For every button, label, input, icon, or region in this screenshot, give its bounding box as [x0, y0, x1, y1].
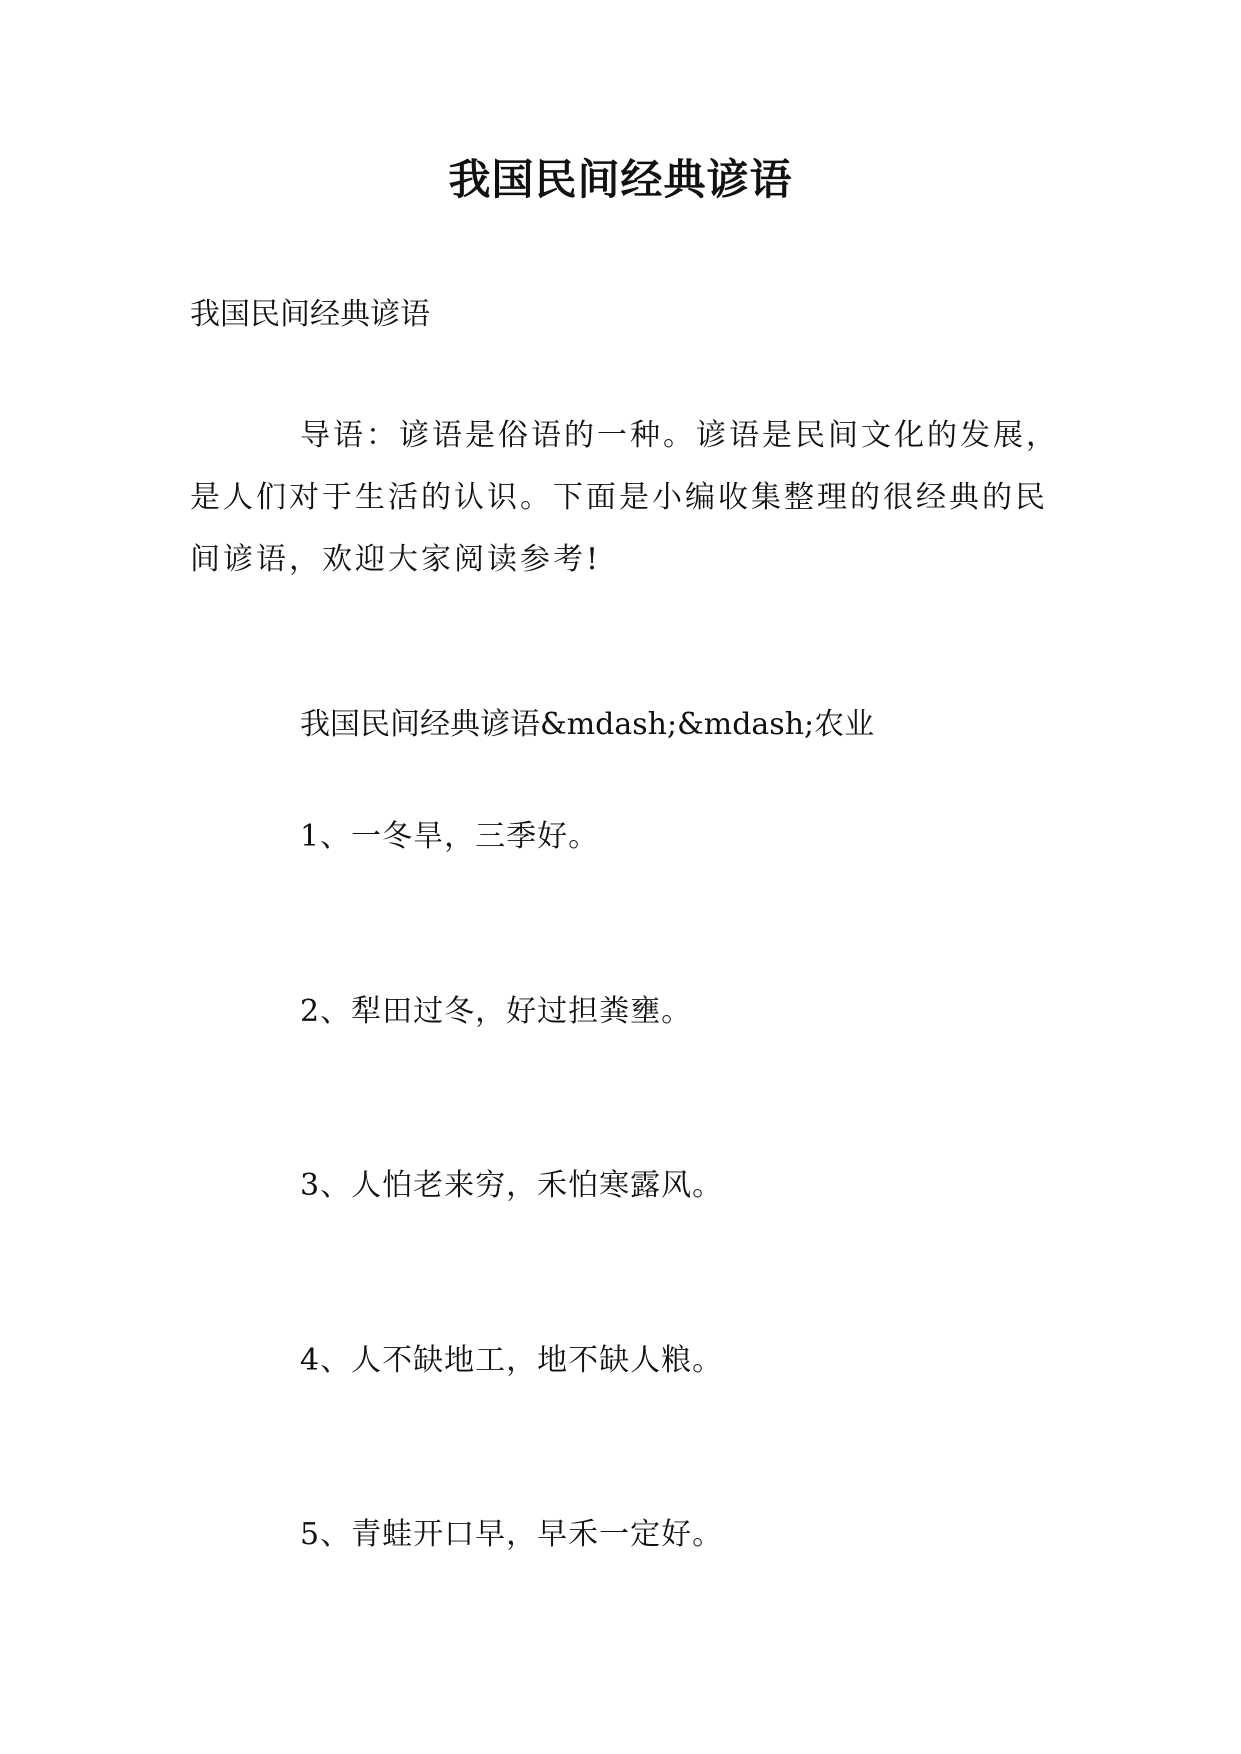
document-subtitle: 我国民间经典谚语: [190, 297, 430, 332]
proverb-item: 4、人不缺地工，地不缺人粮。: [300, 1343, 724, 1378]
intro-paragraph: 导语：谚语是俗语的一种。谚语是民间文化的发展，是人们对于生活的认识。下面是小编收集整理的很经典的民间谚语，欢迎大家阅读参考!: [190, 418, 1059, 577]
proverb-item: 5、青蛙开口早，早禾一定好。: [300, 1517, 724, 1552]
proverb-item: 3、人怕老来穷，禾怕寒露风。: [300, 1168, 724, 1203]
section-heading: 我国民间经典谚语&mdash;&mdash;农业: [300, 707, 875, 742]
proverb-item: 2、犁田过冬，好过担粪壅。: [300, 994, 693, 1029]
document-title: 我国民间经典谚语: [448, 155, 793, 204]
proverb-item: 1、一冬旱，三季好。: [300, 819, 600, 854]
